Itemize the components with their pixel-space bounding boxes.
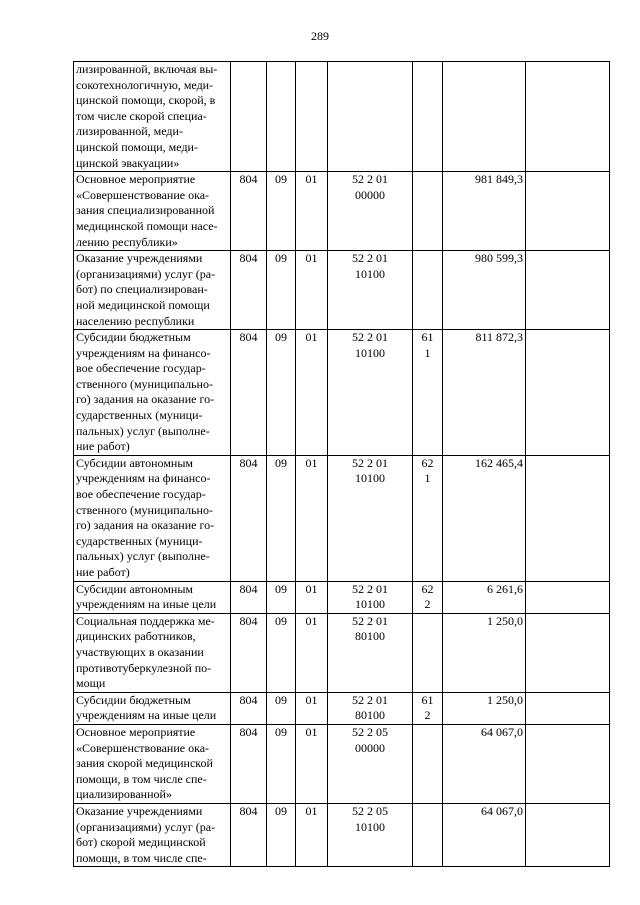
row-code: 804 xyxy=(231,251,267,330)
row-amount: 162 465,4 xyxy=(443,455,526,581)
row-name xyxy=(74,581,231,613)
row-name-line: учреждениям на финансо- xyxy=(76,345,211,360)
row-subsection: 01 xyxy=(296,455,328,581)
row-article-line: 80100 xyxy=(355,708,385,723)
row-name-line: ственного (муниципально- xyxy=(76,502,213,517)
table-row xyxy=(74,251,610,330)
table-body xyxy=(74,62,610,867)
row-expense-type xyxy=(413,455,443,581)
row-name-line: вое обеспечение государ- xyxy=(76,487,206,502)
row-name-line: участвующих в оказании xyxy=(76,644,204,659)
row-amount: 811 872,3 xyxy=(443,330,526,456)
row-name-line: сударственных (муници- xyxy=(76,533,203,548)
row-name xyxy=(74,692,231,724)
row-name-line: «Совершенствование ока- xyxy=(76,740,210,755)
row-name-line: учреждениям на иные цели xyxy=(76,597,217,612)
page-number: 289 xyxy=(311,29,329,43)
row-amount: 64 067,0 xyxy=(443,803,526,866)
table-row xyxy=(74,172,610,251)
row-name-line: дицинских работников, xyxy=(76,629,196,644)
row-name-line: Субсидии бюджетным xyxy=(76,692,191,707)
row-article-line: 52 2 01 xyxy=(352,172,388,187)
row-section: 09 xyxy=(267,692,296,724)
row-name-line: Основное мероприятие xyxy=(76,724,196,739)
row-code: 804 xyxy=(231,581,267,613)
row-article-line: 10100 xyxy=(355,471,385,486)
row-name-line: учреждениям на иные цели xyxy=(76,708,217,723)
row-amount: 64 067,0 xyxy=(443,724,526,803)
row-name-line: пальных) услуг (выполне- xyxy=(76,549,210,564)
row-code: 804 xyxy=(231,803,267,866)
row-section: 09 xyxy=(267,581,296,613)
row-article-line: 52 2 01 xyxy=(352,613,388,628)
row-name-line: ственного (муниципально- xyxy=(76,376,213,391)
row-name-line: Социальная поддержка ме- xyxy=(76,613,215,628)
row-article xyxy=(328,613,413,692)
row-code: 804 xyxy=(231,455,267,581)
row-name-line: противотуберкулезной по- xyxy=(76,660,212,675)
row-subsection: 01 xyxy=(296,172,328,251)
row-name-line: ние работ) xyxy=(76,439,130,454)
table-row xyxy=(74,62,610,172)
table-row xyxy=(74,692,610,724)
row-subsection: 01 xyxy=(296,692,328,724)
row-name xyxy=(74,330,231,456)
row-name xyxy=(74,613,231,692)
row-expense-type-line: 62 xyxy=(421,455,434,470)
table-row xyxy=(74,330,610,456)
row-code: 804 xyxy=(231,724,267,803)
row-section: 09 xyxy=(267,724,296,803)
row-name-line: лизированной, включая вы- xyxy=(76,62,218,76)
row-subsection xyxy=(296,62,328,172)
row-article-line: 00000 xyxy=(355,740,385,755)
table-row xyxy=(74,455,610,581)
row-expense-type xyxy=(413,330,443,456)
row-section: 09 xyxy=(267,330,296,456)
row-name-line: помощи, в том числе спе- xyxy=(76,771,207,786)
row-subsection: 01 xyxy=(296,330,328,456)
row-name xyxy=(74,803,231,866)
row-expense-type xyxy=(413,581,443,613)
row-article xyxy=(328,803,413,866)
row-article-line: 10100 xyxy=(355,266,385,281)
row-subsection: 01 xyxy=(296,803,328,866)
row-name xyxy=(74,62,231,172)
row-name-line: том числе скорой специа- xyxy=(76,108,207,123)
row-amount: 6 261,6 xyxy=(443,581,526,613)
row-article xyxy=(328,330,413,456)
row-section: 09 xyxy=(267,455,296,581)
row-name-line: вое обеспечение государ- xyxy=(76,361,206,376)
row-article-line: 52 2 01 xyxy=(352,455,388,470)
row-extra xyxy=(526,455,610,581)
row-subsection: 01 xyxy=(296,251,328,330)
row-article xyxy=(328,62,413,172)
row-expense-type-line: 62 xyxy=(421,581,434,596)
row-code: 804 xyxy=(231,330,267,456)
row-name-line: го) задания на оказание го- xyxy=(76,392,215,407)
row-subsection: 01 xyxy=(296,724,328,803)
row-expense-type xyxy=(413,803,443,866)
row-section: 09 xyxy=(267,613,296,692)
row-expense-type xyxy=(413,251,443,330)
row-name-line: Субсидии автономным xyxy=(76,455,193,470)
row-expense-type-line: 1 xyxy=(424,471,431,486)
row-article xyxy=(328,692,413,724)
row-name-line: цинской эвакуации» xyxy=(76,155,180,170)
row-article-line: 10100 xyxy=(355,345,385,360)
row-extra xyxy=(526,62,610,172)
row-name-line: населению республики xyxy=(76,313,195,328)
row-expense-type-line: 2 xyxy=(424,597,431,612)
row-section: 09 xyxy=(267,803,296,866)
row-extra xyxy=(526,581,610,613)
row-expense-type-line: 2 xyxy=(424,708,431,723)
row-extra xyxy=(526,803,610,866)
row-extra xyxy=(526,251,610,330)
row-amount: 981 849,3 xyxy=(443,172,526,251)
table-row xyxy=(74,613,610,692)
row-article-line: 52 2 01 xyxy=(352,581,388,596)
row-name-line: лению республики» xyxy=(76,234,178,249)
row-name-line: Оказание учреждениями xyxy=(76,251,203,266)
row-name-line: пальных) услуг (выполне- xyxy=(76,423,210,438)
row-section xyxy=(267,62,296,172)
row-extra xyxy=(526,172,610,251)
row-expense-type-line: 61 xyxy=(421,330,434,345)
row-name-line: цинской помощи, меди- xyxy=(76,139,198,154)
row-name-line: ние работ) xyxy=(76,565,130,579)
row-section: 09 xyxy=(267,172,296,251)
row-article xyxy=(328,724,413,803)
row-article-line: 52 2 05 xyxy=(352,803,388,818)
row-amount xyxy=(443,62,526,172)
row-name-line: лизированной, меди- xyxy=(76,124,183,139)
row-name-line: (организациями) услуг (ра- xyxy=(76,819,216,834)
row-name-line: зания специализированной xyxy=(76,203,215,218)
row-article-line: 00000 xyxy=(355,187,385,202)
row-name xyxy=(74,455,231,581)
row-name-line: ной медицинской помощи xyxy=(76,297,210,312)
table-row xyxy=(74,581,610,613)
row-article-line: 52 2 01 xyxy=(352,251,388,266)
row-article-line: 80100 xyxy=(355,629,385,644)
row-name xyxy=(74,724,231,803)
row-name-line: сокотехнологичную, меди- xyxy=(76,77,214,92)
row-expense-type xyxy=(413,172,443,251)
row-name-line: го) задания на оказание го- xyxy=(76,518,215,533)
row-name-line: Основное мероприятие xyxy=(76,172,196,187)
table-row xyxy=(74,803,610,866)
row-article-line: 52 2 01 xyxy=(352,692,388,707)
row-name-line: (организациями) услуг (ра- xyxy=(76,266,216,281)
row-name-line: «Совершенствование ока- xyxy=(76,187,210,202)
row-name-line: Субсидии автономным xyxy=(76,581,193,596)
row-extra xyxy=(526,613,610,692)
row-article xyxy=(328,172,413,251)
row-name xyxy=(74,172,231,251)
row-article-line: 10100 xyxy=(355,819,385,834)
row-code: 804 xyxy=(231,172,267,251)
row-expense-type-line: 61 xyxy=(421,692,434,707)
row-article xyxy=(328,251,413,330)
row-expense-type xyxy=(413,724,443,803)
row-code: 804 xyxy=(231,692,267,724)
row-article xyxy=(328,581,413,613)
row-article xyxy=(328,455,413,581)
row-name-line: зания скорой медицинской xyxy=(76,756,213,771)
row-name-line: медицинской помощи насе- xyxy=(76,218,218,233)
row-code xyxy=(231,62,267,172)
row-name-line: сударственных (муници- xyxy=(76,408,203,423)
row-code: 804 xyxy=(231,613,267,692)
table-row xyxy=(74,724,610,803)
row-article-line: 52 2 01 xyxy=(352,330,388,345)
row-name xyxy=(74,251,231,330)
row-extra xyxy=(526,692,610,724)
row-amount: 1 250,0 xyxy=(443,613,526,692)
row-name-line: помощи, в том числе спе- xyxy=(76,850,207,865)
row-expense-type xyxy=(413,613,443,692)
row-extra xyxy=(526,724,610,803)
row-article-line: 52 2 05 xyxy=(352,724,388,739)
row-name-line: Оказание учреждениями xyxy=(76,803,203,818)
row-name-line: цинской помощи, скорой, в xyxy=(76,93,216,108)
row-amount: 1 250,0 xyxy=(443,692,526,724)
row-subsection: 01 xyxy=(296,613,328,692)
row-name-line: циализированной» xyxy=(76,787,172,802)
row-subsection: 01 xyxy=(296,581,328,613)
row-name-line: учреждениям на финансо- xyxy=(76,471,211,486)
row-name-line: Субсидии бюджетным xyxy=(76,330,191,345)
row-expense-type xyxy=(413,62,443,172)
row-name-line: мощи xyxy=(76,676,106,691)
row-name-line: бот) по специализирован- xyxy=(76,282,208,297)
row-extra xyxy=(526,330,610,456)
row-section: 09 xyxy=(267,251,296,330)
row-amount: 980 599,3 xyxy=(443,251,526,330)
row-name-line: бот) скорой медицинской xyxy=(76,835,206,850)
row-article-line: 10100 xyxy=(355,597,385,612)
row-expense-type xyxy=(413,692,443,724)
row-expense-type-line: 1 xyxy=(424,345,431,360)
budget-table xyxy=(73,61,610,867)
